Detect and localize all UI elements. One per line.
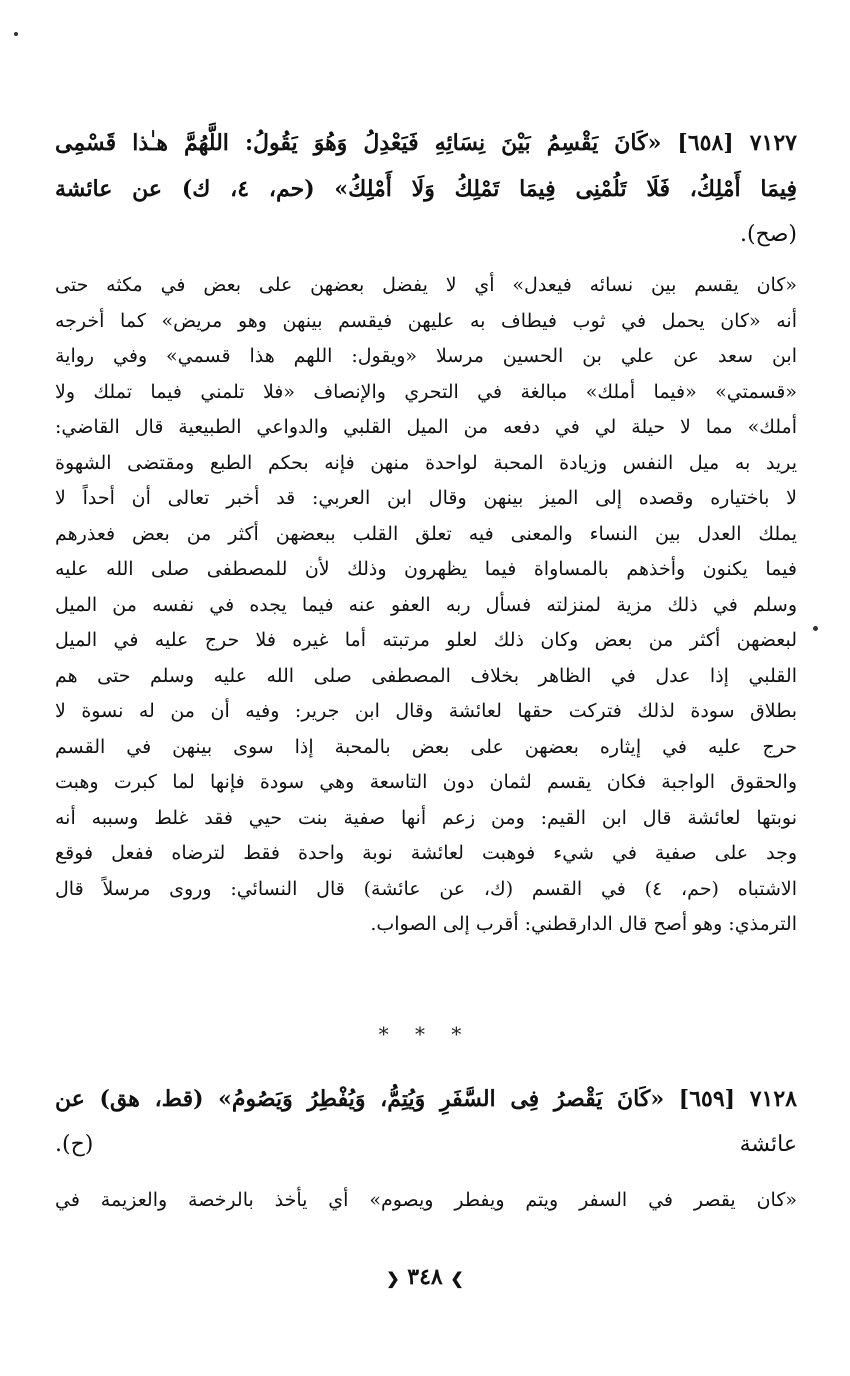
commentary-line: «قسمتي» «فيما أملك» مبالغة في التحري والإنصاف «فلا تلمني فيما تملك ولا — [55, 380, 797, 403]
commentary-line: أملك» مما لا حيلة لي في دفعه من الميل القلبي والدواعي الطبيعية قال القاضي: — [55, 416, 797, 438]
corner-dot — [14, 32, 18, 36]
commentary-line: حرج عليه في إيثاره بعضهن على بعض بالمحبة إذا سوى بينهن في القسم — [55, 735, 797, 758]
commentary-line: يريد به ميل النفس وزيادة المحبة لواحدة منهن فإنه بحكم الطبع ومقتضى الشهوة — [55, 451, 797, 474]
commentary-7127 — [55, 268, 797, 943]
commentary-line: «كان يقسم بين نسائه فيعدل» أي لا يفضل بعضهن على بعض في مكثه حتى — [55, 274, 797, 296]
commentary-line: وجد على صفية في شيء فوهبت لعائشة نوبة واحدة فقط لترضاه ففعل فوقع — [55, 842, 797, 864]
commentary-line: «كان يقصر في السفر ويتم ويفطر ويصوم» أي يأخذ بالرخصة والعزيمة في — [55, 1189, 797, 1211]
commentary-line: ابن سعد عن علي بن الحسين مرسلا «ويقول: اللهم هذا قسمي» وفي رواية — [55, 345, 797, 367]
commentary-7128 — [55, 1182, 797, 1218]
commentary-line: الاشتباه (حم، ٤) في القسم (ك، عن عائشة) قال النسائي: وروى مرسلاً قال — [55, 877, 797, 900]
page-number-value: ٣٤٨ — [407, 1264, 443, 1290]
commentary-line: أنه «كان يحمل في ثوب فيطاف به عليهن فيقسم بينهن وهو مريض» كما أخرجه — [55, 309, 797, 332]
margin-dot — [813, 626, 818, 631]
commentary-line: فيما يكنون وأخذهم بالمساواة فيما يظهرون وذلك لأن للمصطفى صلى الله عليه — [55, 558, 797, 580]
commentary-line: نوبتها لعائشة قال ابن القيم: ومن زعم أنها صفية بنت حيي فقد غلط وسببه أنه — [55, 806, 797, 829]
commentary-line: يملك العدل بين النساء والمعنى فيه تعلق القلب ببعضهن أكثر من بعض فعذرهم — [55, 522, 797, 545]
hadith-7128 — [55, 1076, 797, 1168]
commentary-line: بطلاق سودة لذلك فتركت حقها لعائشة وقال ابن جرير: وفيه أن من له نسوة لا — [55, 700, 797, 722]
commentary-line: لا باختياره وقصده إلى الميز بينهن وقال ابن العربي: قد أخبر تعالى أن أحداً لا — [55, 487, 797, 509]
commentary-line: والحقوق الواجبة فكان يقسم لثمان دون التاسعة وهي سودة فإنها لما كبرت وهبت — [55, 771, 797, 793]
hadith-line: عائشة (ح). — [55, 1132, 797, 1157]
hadith-line: فِيمَا أَمْلِكُ، فَلَا تَلُمْنِى فِيمَا تَمْلِكُ وَلَا أَمْلِكُ» (حم، ٤، ك) عن عائشة — [55, 176, 797, 202]
commentary-line: الترمذي: وهو أصح قال الدارقطني: أقرب إلى الصواب. — [370, 913, 797, 935]
ornament-left-icon: ❮ — [386, 1269, 400, 1288]
ornament-right-icon: ❯ — [450, 1269, 464, 1288]
hadith-line: ٧١٢٨ [٦٥٩] «كَانَ يَقْصرُ فِى السَّفَرِ وَيُتِمُّ، وَيُفْطِرُ وَيَصُومُ» (قط، هق) عن — [55, 1086, 797, 1112]
commentary-line: القلبي إذا عدل في الظاهر بخلاف المصطفى صلى الله عليه وسلم حتى هم — [55, 664, 797, 687]
commentary-line: لبعضهن أكثر من بعض وكان ذلك لعلو مرتبته أما غيره فلا حرج عليه في الميل — [55, 629, 797, 651]
section-separator: * * * — [378, 1022, 472, 1046]
hadith-7127 — [55, 120, 797, 258]
page-number — [0, 1264, 850, 1290]
hadith-line: ٧١٢٧ [٦٥٨] «كَانَ يَقْسِمُ بَيْنَ نِسَائِهِ فَيَعْدِلُ وَهُوَ يَقُولُ: اللَّهُمَّ هـٰذا قَسْمِى — [55, 130, 797, 156]
hadith-line: (صح). — [739, 222, 797, 247]
commentary-line: وسلم في ذلك مزية لمنزلته فسأل ربه العفو عنه فيما يجده في نفسه من الميل — [55, 593, 797, 616]
